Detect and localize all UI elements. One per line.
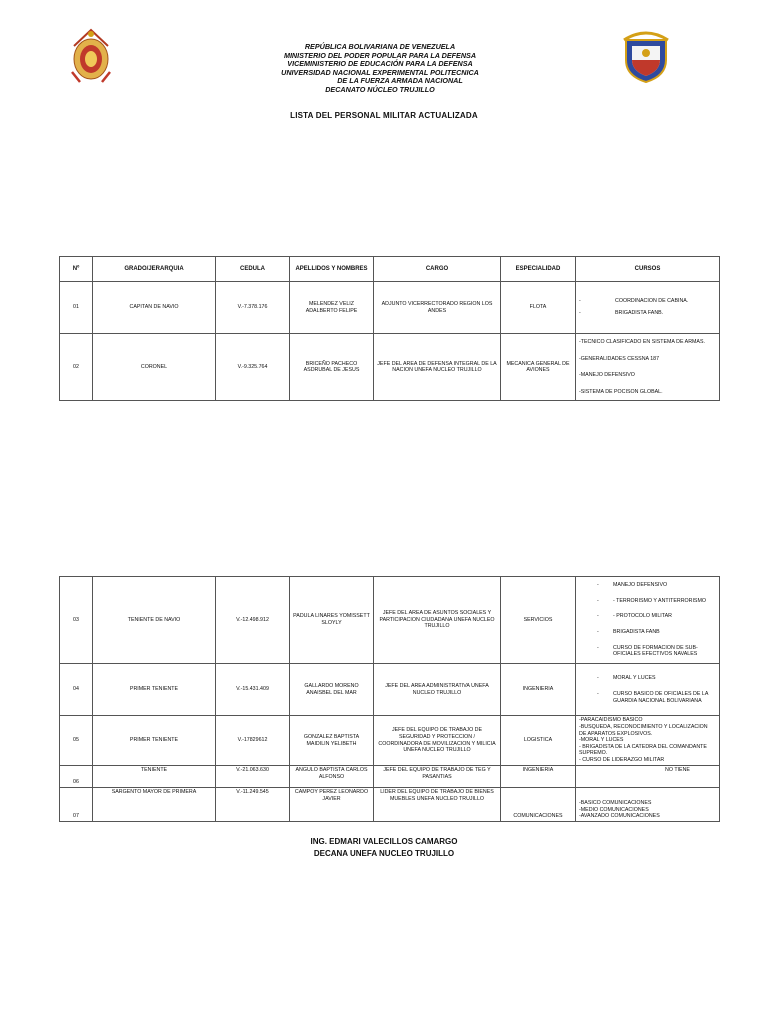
cell-cursos xyxy=(576,577,720,664)
cell-nombres: CAMPOY PEREZ LEONARDO JAVIER xyxy=(290,788,374,822)
cell-cursos xyxy=(576,788,720,822)
table-header-row xyxy=(60,257,720,282)
course-item: - COORDINACION DE CABINA. xyxy=(579,298,716,305)
header-line: UNIVERSIDAD NACIONAL EXPERIMENTAL POLITECNICA xyxy=(281,67,479,77)
table-row xyxy=(60,788,720,822)
cell-nombres: GONZALEZ BAPTISTA MAIDILIN YELIBETH xyxy=(290,716,374,766)
cell-cedula: V.-11.249.545 xyxy=(216,788,290,822)
cell-especialidad: INGENIERIA xyxy=(501,664,576,716)
cell-grado: PRIMER TENIENTE xyxy=(93,664,216,716)
course-item: -MORAL Y LUCES xyxy=(579,737,624,744)
signatory-role: DECANA UNEFA NUCLEO TRUJILLO xyxy=(313,849,455,858)
personnel-table xyxy=(59,256,720,401)
cell-grado: TENIENTE DE NAVIO xyxy=(93,577,216,664)
cell-cursos xyxy=(576,664,720,716)
course-item: NO TIENE xyxy=(665,767,690,773)
course-item: -TECNICO CLASIFICADO EN SISTEMA DE ARMAS. xyxy=(579,339,705,345)
cell-nombres: ANGULO BAPTISTA CARLOS ALFONSO xyxy=(290,766,374,788)
header-line: VICEMINISTERIO DE EDUCACIÓN PARA LA DEFENSA xyxy=(287,59,473,69)
cell-cargo: JEFE DEL AREA DE DEFENSA INTEGRAL DE LA NACION UNEFA NUCLEO TRUJILLO xyxy=(374,334,501,401)
course-item: - MANEJO DEFENSIVO xyxy=(579,582,716,589)
cell-num: 03 xyxy=(60,577,93,664)
cell-cargo: LIDER DEL EQUIPO DE TRABAJO DE BIENES MUEBLES UNEFA NUCLEO TRUJILLO xyxy=(374,788,501,822)
document-title: LISTA DEL PERSONAL MILITAR ACTUALIZADA xyxy=(290,111,478,120)
unefa-crest-icon xyxy=(620,28,672,84)
cell-especialidad: SERVICIOS xyxy=(501,577,576,664)
cell-especialidad: FLOTA xyxy=(501,282,576,334)
course-item: -MEDIO COMUNICACIONES xyxy=(579,806,649,813)
cell-cedula: V.-9.325.764 xyxy=(216,334,290,401)
course-item: -PARACAIDISMO BASICO xyxy=(579,717,643,724)
header-line: DE LA FUERZA ARMADA NACIONAL xyxy=(337,76,463,86)
cell-cursos xyxy=(576,716,720,766)
signature-block xyxy=(0,836,768,860)
institution-header xyxy=(230,43,530,95)
cell-cedula: V.-17829612 xyxy=(216,716,290,766)
course-item: -AVANZADO COMUNICACIONES xyxy=(579,813,660,820)
course-item: - CURSO DE LIDERAZGO MILITAR xyxy=(579,756,665,763)
header-line: MINISTERIO DEL PODER POPULAR PARA LA DEFENSA xyxy=(283,50,477,60)
course-item: -SISTEMA DE POCISON GLOBAL. xyxy=(579,388,663,395)
table-row xyxy=(60,664,720,716)
cell-num: 01 xyxy=(60,282,93,334)
course-item: - - PROTOCOLO MILITAR xyxy=(579,613,716,620)
cell-cedula: V.-7.378.176 xyxy=(216,282,290,334)
course-item: -BUSQUEDA, RECONOCIMIENTO Y LOCALIZACION DE APARATOS EXPLOSIVOS. xyxy=(579,724,708,737)
header-especialidad: ESPECIALIDAD xyxy=(501,257,576,282)
cell-cursos xyxy=(576,282,720,334)
course-item: -BASICO COMUNICACIONES xyxy=(579,800,652,807)
signatory-name: ING. EDMARI VALECILLOS CAMARGO xyxy=(310,837,458,846)
course-item: -GENERALIDADES CESSNA 187 xyxy=(579,355,660,362)
header-line: DECANATO NÚCLEO TRUJILLO xyxy=(325,84,435,94)
cell-grado: CORONEL xyxy=(93,334,216,401)
cell-cargo: JEFE DEL AREA ADMINISTRATIVA UNEFA NUCLEO TRUJILLO xyxy=(374,664,501,716)
cell-especialidad: COMUNICACIONES xyxy=(501,788,576,822)
table-row xyxy=(60,716,720,766)
course-item: -MANEJO DEFENSIVO xyxy=(579,372,635,379)
table-row xyxy=(60,577,720,664)
course-item: - BRIGADISTA FANB xyxy=(579,629,716,636)
course-item: - CURSO BASICO DE OFICIALES DE LA GUARDIA NACIONAL BOLIVARIANA xyxy=(579,691,716,704)
header-cargo: CARGO xyxy=(374,257,501,282)
header-nombres: APELLIDOS Y NOMBRES xyxy=(290,257,374,282)
cell-nombres: BRICEÑO PACHECO ASDRUBAL DE JESUS xyxy=(290,334,374,401)
cell-cursos xyxy=(576,766,720,788)
cell-nombres: GALLARDO MORENO ANAISBEL DEL MAR xyxy=(290,664,374,716)
cell-num: 02 xyxy=(60,334,93,401)
cell-nombres: PADULA LINARES YOMISSETT SLOYLY xyxy=(290,577,374,664)
cell-especialidad: INGENIERIA xyxy=(501,766,576,788)
cell-cedula: V.-15.431.409 xyxy=(216,664,290,716)
course-item: - BRIGADISTA DE LA CATEDRA DEL COMANDANTE SUPREMO. xyxy=(579,743,707,757)
cell-especialidad: LOGISTICA xyxy=(501,716,576,766)
cell-cargo: JEFE DEL AREA DE ASUNTOS SOCIALES Y PARTICIPACION CIUDADANA UNEFA NUCLEO TRUJILLO xyxy=(374,577,501,664)
cell-num: 07 xyxy=(60,788,93,822)
course-item: - MORAL Y LUCES xyxy=(579,675,716,682)
header-grado: GRADO/JERARQUIA xyxy=(93,257,216,282)
ministry-crest-icon xyxy=(66,26,116,86)
header-num: Nº xyxy=(60,257,93,282)
cell-grado: PRIMER TENIENTE xyxy=(93,716,216,766)
cell-cargo: ADJUNTO VICERRECTORADO REGION LOS ANDES xyxy=(374,282,501,334)
cell-grado: SARGENTO MAYOR DE PRIMERA xyxy=(93,788,216,822)
cell-cedula: V.-12.498.912 xyxy=(216,577,290,664)
cell-cargo: JEFE DEL EQUIPO DE TRABAJO DE TEG Y PASANTIAS xyxy=(374,766,501,788)
cell-grado: TENIENTE xyxy=(93,766,216,788)
header-line: REPÚBLICA BOLIVARIANA DE VENEZUELA xyxy=(304,42,456,51)
course-item: - CURSO DE FORMACION DE SUB-OFICIALES EFECTIVOS NAVALES xyxy=(579,645,716,658)
table-row xyxy=(60,282,720,334)
course-item: - - TERRORISMO Y ANTITERRORISMO xyxy=(579,598,716,605)
table-row xyxy=(60,766,720,788)
course-item: - BRIGADISTA FANB. xyxy=(579,310,716,317)
cell-especialidad: MECANICA GENERAL DE AVIONES xyxy=(501,334,576,401)
cell-grado: CAPITAN DE NAVIO xyxy=(93,282,216,334)
cell-nombres: MELENDEZ VELIZ ADALBERTO FELIPE xyxy=(290,282,374,334)
header-cursos: CURSOS xyxy=(576,257,720,282)
header-cedula: CEDULA xyxy=(216,257,290,282)
cell-cursos xyxy=(576,334,720,401)
cell-num: 05 xyxy=(60,716,93,766)
cell-cedula: V.-21.063.630 xyxy=(216,766,290,788)
cell-num: 04 xyxy=(60,664,93,716)
cell-num: 06 xyxy=(60,766,93,788)
cell-cargo: JEFE DEL EQUIPO DE TRABAJO DE SEGURIDAD Y PROTECCION / COORDINADORA DE MOVILIZACION Y MILICIA UNEFA NUCLEO TRUJILLO xyxy=(374,716,501,766)
personnel-table-continued xyxy=(59,576,720,822)
table-row xyxy=(60,334,720,401)
